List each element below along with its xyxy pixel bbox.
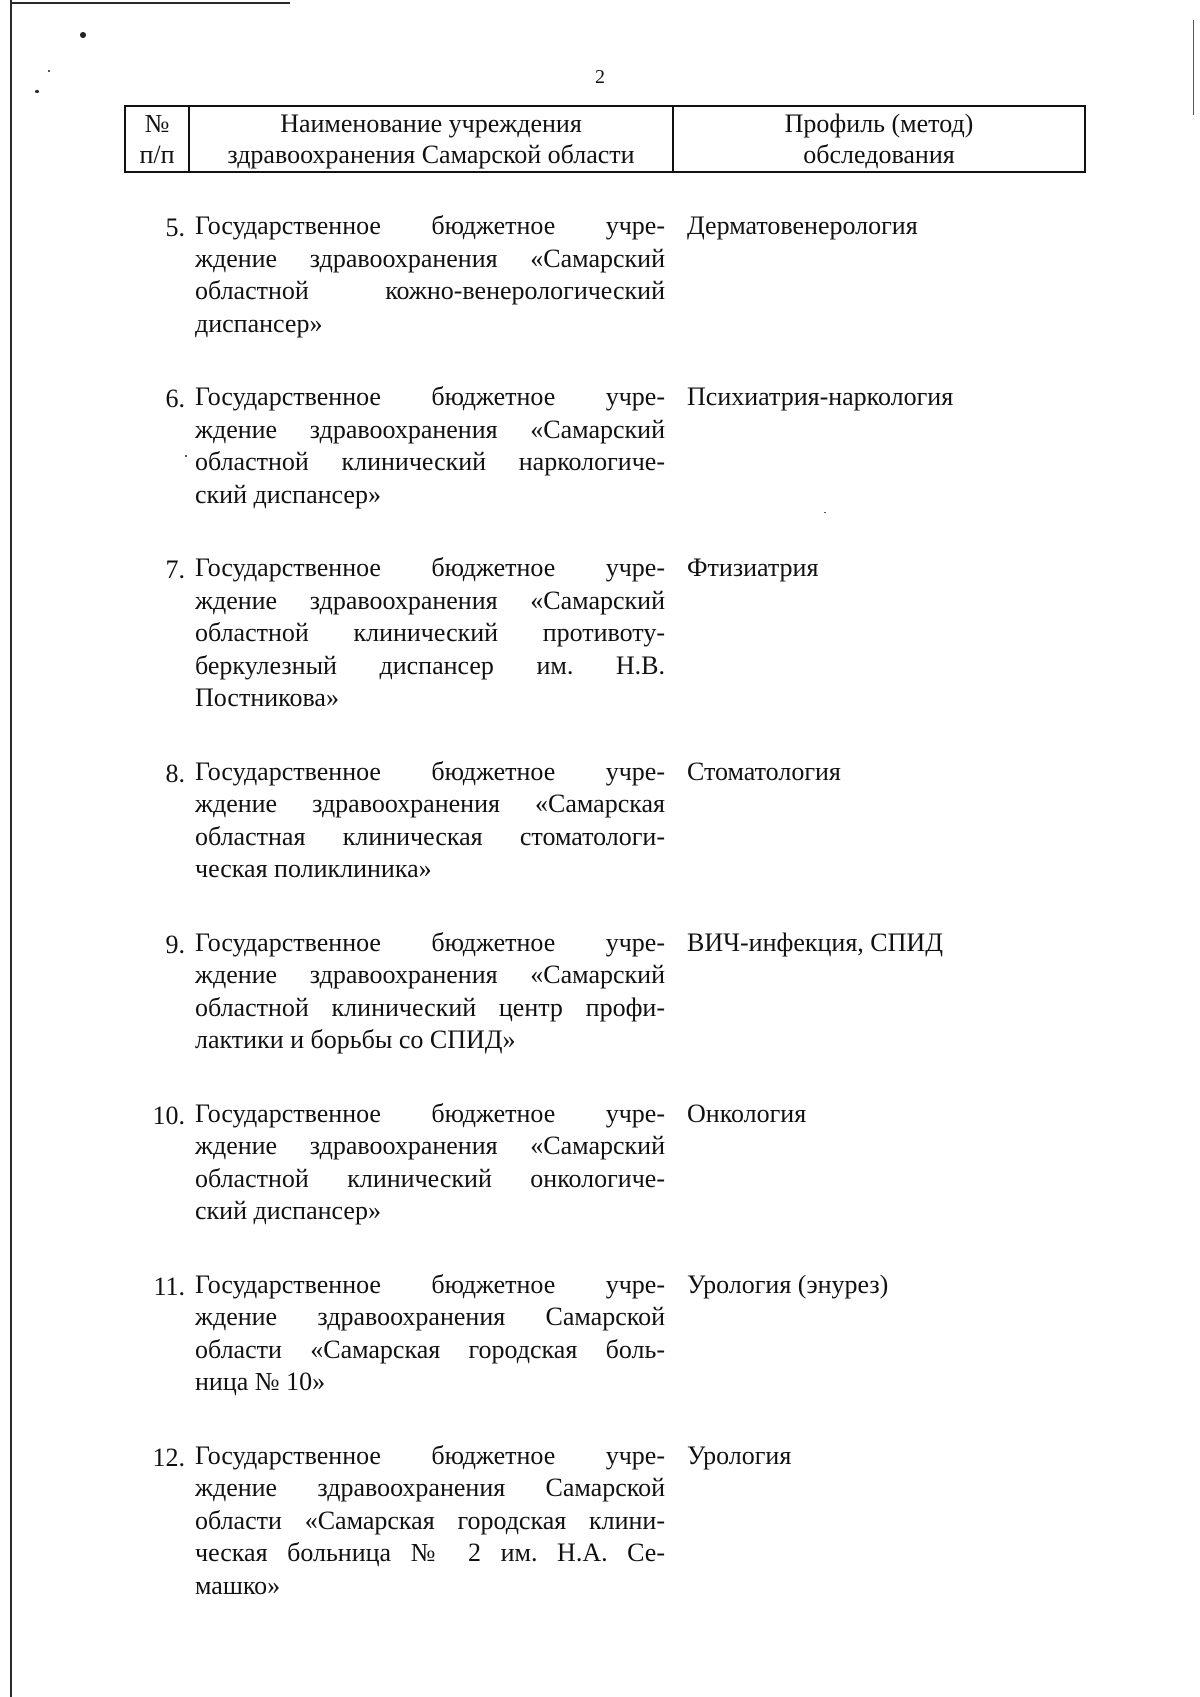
table-row [124, 210, 1086, 340]
institution-name-line: ница № 10» [195, 1367, 326, 1396]
institution-name-line: ский диспансер» [195, 1196, 381, 1225]
institution-name-line: ждение здравоохранения «Самарский [195, 1131, 665, 1160]
header-profile-line: Профиль (метод) [784, 109, 974, 138]
institution-name-line: Государственное бюджетное учре- [195, 553, 665, 582]
header-number-line: № [144, 109, 170, 138]
header-institution-line: Наименование учреждения [280, 109, 582, 138]
institution-name-line: ческая поликлиника» [195, 854, 432, 883]
examination-profile: Фтизиатрия [687, 553, 819, 582]
header-profile-line: обследования [803, 140, 955, 169]
institution-name-line: Государственное бюджетное учре- [195, 211, 665, 240]
institution-name [195, 1098, 665, 1228]
table-row [124, 381, 1086, 511]
examination-profile: Дерматовенерология [687, 211, 918, 240]
row-number: 11. [153, 1271, 185, 1301]
institution-name-line: областной клинический наркологиче- [195, 447, 665, 476]
institution-name-line: Государственное бюджетное учре- [195, 1098, 665, 1128]
institution-name-line: Государственное бюджетное учре- [195, 927, 665, 957]
institution-name-line: ждение здравоохранения «Самарская [195, 789, 665, 818]
institution-name-line: лактики и борьбы со СПИД» [195, 1025, 516, 1054]
scan-speck [35, 90, 39, 93]
row-number: 6. [165, 384, 185, 413]
row-number: 7. [165, 555, 185, 584]
institution-name-line: Государственное бюджетное учре- [195, 1269, 665, 1299]
row-number: 5. [165, 213, 185, 242]
row-number: 9. [165, 929, 185, 959]
institution-name-line: области «Самарская городская клини- [195, 1505, 665, 1535]
table-row [124, 927, 1086, 1057]
examination-profile: Урология [687, 1440, 792, 1470]
institution-name-line: ждение здравоохранения Самарской [195, 1302, 665, 1331]
institution-name [195, 552, 665, 715]
institution-name-line: Постникова» [195, 683, 339, 712]
header-number-column [126, 107, 190, 171]
table-row [124, 1440, 1086, 1603]
institution-name-line: областная клиническая стоматологи- [195, 821, 665, 851]
row-number: 8. [165, 758, 185, 788]
institution-name-line: диспансер» [195, 308, 323, 338]
header-profile-column [674, 107, 1084, 171]
institution-name-line: машко» [195, 1570, 281, 1600]
institution-name [195, 210, 665, 340]
row-number: 10. [152, 1100, 185, 1130]
institution-name-line: областной клинический центр профи- [195, 992, 665, 1022]
institution-name-line: ждение здравоохранения «Самарский [195, 414, 665, 444]
institution-name-line: областной клинический противоту- [195, 618, 665, 647]
institution-name-line: ческая больница № 2 им. Н.А. Се- [195, 1538, 665, 1567]
institution-name-line: Государственное бюджетное учре- [195, 382, 665, 411]
examination-profile: Урология (энурез) [687, 1269, 889, 1299]
table-header [124, 105, 1086, 173]
header-institution-line: здравоохранения Самарской области [227, 140, 635, 169]
institution-name [195, 1440, 665, 1603]
scan-edge-top [10, 2, 290, 4]
table-row [124, 1098, 1086, 1228]
institution-name-line: области «Самарская городская боль- [195, 1334, 665, 1364]
institution-name-line: ждение здравоохранения Самарской [195, 1473, 665, 1502]
page-number: 2 [595, 66, 605, 88]
examination-profile: Онкология [687, 1098, 807, 1128]
examination-profile: Психиатрия-наркология [687, 382, 954, 411]
institution-name [195, 1269, 665, 1399]
institution-name-line: ждение здравоохранения «Самарский [195, 960, 665, 989]
examination-profile: Стоматология [687, 756, 841, 786]
institution-name-line: Государственное бюджетное учре- [195, 756, 665, 786]
examination-profile: ВИЧ-инфекция, СПИД [687, 927, 943, 957]
institution-name-line: беркулезный диспансер им. Н.В. [195, 650, 665, 680]
institution-list [124, 210, 1086, 1643]
institution-name-line: областной кожно-венерологический [195, 276, 665, 305]
institution-name-line: ждение здравоохранения «Самарский [195, 243, 665, 273]
scan-speck [80, 32, 86, 38]
institution-name [195, 756, 665, 886]
institution-name-line: ский диспансер» [195, 479, 381, 509]
header-institution-column [190, 107, 674, 171]
table-row [124, 1269, 1086, 1399]
institution-name-line: областной клинический онкологиче- [195, 1163, 665, 1193]
institution-name-line: ждение здравоохранения «Самарский [195, 585, 665, 615]
institution-name-line: Государственное бюджетное учре- [195, 1440, 665, 1470]
row-number: 12. [152, 1442, 185, 1472]
table-row [124, 552, 1086, 715]
header-number-line: п/п [139, 140, 175, 169]
table-row [124, 756, 1086, 886]
scan-edge-left [10, 0, 12, 1697]
institution-name [195, 381, 665, 511]
institution-name [195, 927, 665, 1057]
